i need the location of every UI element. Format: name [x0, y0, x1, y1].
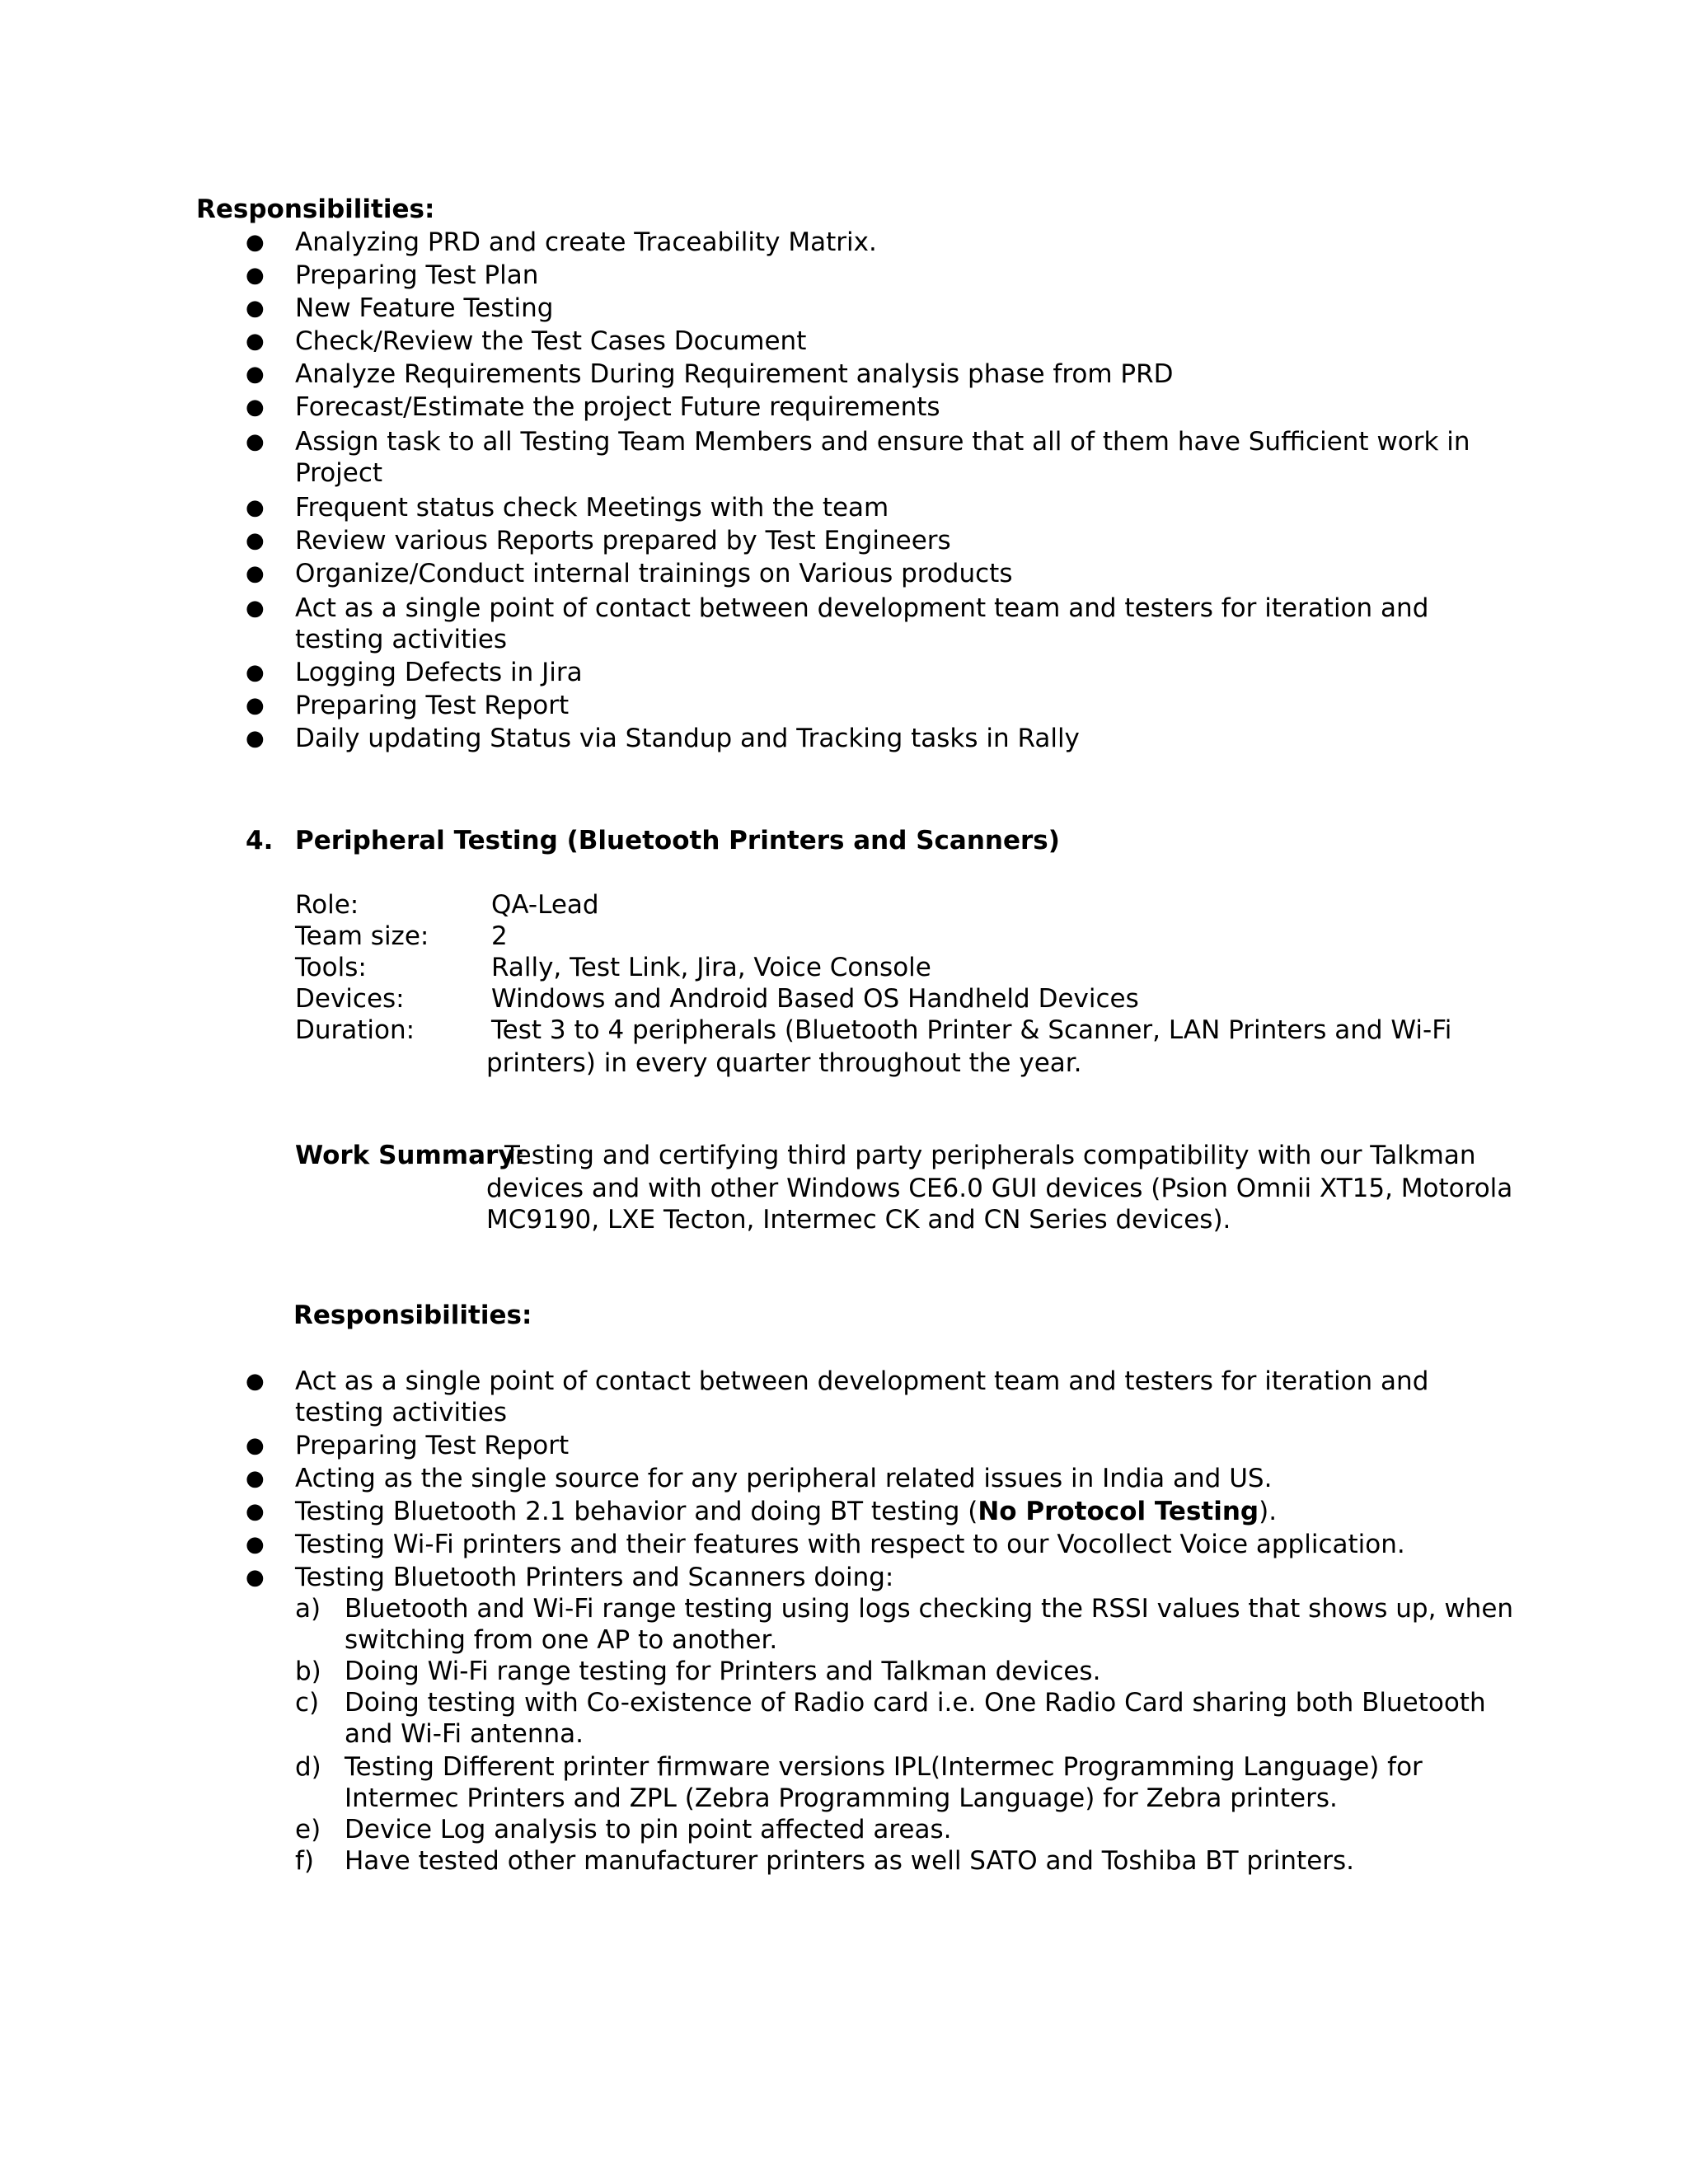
list-item: Acting as the single source for any peripheral related issues in India and US.: [295, 1464, 1273, 1493]
list-item: Daily updating Status via Standup and Tracking tasks in Rally: [295, 724, 1080, 753]
work-summary-line: Testing and certifying third party peripherals compatibility with our Talkman: [504, 1141, 1476, 1170]
sub-item-continuation: Intermec Printers and ZPL (Zebra Programming Language) for Zebra printers.: [345, 1783, 1338, 1813]
bullet-icon: ●: [246, 329, 265, 354]
list-item: Testing Bluetooth Printers and Scanners doing:: [295, 1563, 894, 1592]
detail-value: Rally, Test Link, Jira, Voice Console: [491, 953, 931, 982]
list-item: Act as a single point of contact between development team and testers for iteration and: [295, 1366, 1429, 1396]
detail-label: Devices:: [295, 984, 405, 1014]
bullet-icon: ●: [246, 1565, 265, 1590]
list-item: Check/Review the Test Cases Document: [295, 326, 807, 356]
bullet-icon: ●: [246, 1433, 265, 1458]
sub-item-letter: d): [295, 1752, 321, 1782]
detail-value: QA-Lead: [491, 890, 599, 920]
list-item-continuation: testing activities: [295, 1398, 508, 1427]
sub-item-continuation: and Wi-Fi antenna.: [345, 1719, 584, 1749]
list-item: Preparing Test Plan: [295, 260, 539, 290]
detail-value: Test 3 to 4 peripherals (Bluetooth Printer & Scanner, LAN Printers and Wi-Fi: [491, 1015, 1452, 1045]
responsibilities-heading: Responsibilities:: [196, 194, 435, 224]
detail-label: Role:: [295, 890, 359, 920]
bullet-icon: ●: [246, 1532, 265, 1557]
emphasis-text: No Protocol Testing: [978, 1497, 1259, 1526]
responsibilities-heading: Responsibilities:: [293, 1301, 532, 1330]
sub-item: Testing Different printer firmware versions IPL(Intermec Programming Language) for: [345, 1752, 1423, 1782]
bullet-icon: ●: [246, 296, 265, 321]
list-item: Preparing Test Report: [295, 1431, 570, 1460]
bullet-icon: ●: [246, 495, 265, 520]
bullet-icon: ●: [246, 1369, 265, 1394]
list-item: Logging Defects in Jira: [295, 658, 583, 687]
bullet-icon: ●: [246, 395, 265, 419]
list-item-continuation: testing activities: [295, 625, 508, 654]
list-item: Act as a single point of contact between development team and testers for iteration and: [295, 593, 1429, 623]
sub-item: Doing testing with Co-existence of Radio card i.e. One Radio Card sharing both Bluetooth: [345, 1688, 1486, 1718]
list-item-continuation: Project: [295, 458, 383, 488]
list-item: Preparing Test Report: [295, 691, 570, 720]
list-item: Frequent status check Meetings with the team: [295, 493, 889, 523]
sub-item-letter: e): [295, 1815, 321, 1844]
bullet-icon: ●: [246, 561, 265, 586]
list-item: [295, 1495, 1277, 1528]
sub-item-letter: a): [295, 1594, 321, 1624]
list-item: Forecast/Estimate the project Future requirements: [295, 392, 940, 422]
section-title: Peripheral Testing (Bluetooth Printers and Scanners): [295, 826, 1060, 855]
sub-item-continuation: switching from one AP to another.: [345, 1625, 778, 1655]
work-summary-label: Work Summary:: [295, 1141, 525, 1170]
sub-item: Device Log analysis to pin point affected areas.: [345, 1815, 952, 1844]
sub-item: Have tested other manufacturer printers as well SATO and Toshiba BT printers.: [345, 1846, 1355, 1876]
bullet-icon: ●: [246, 1499, 265, 1524]
sub-item: Doing Wi-Fi range testing for Printers and Talkman devices.: [345, 1657, 1101, 1686]
list-item: Testing Wi-Fi printers and their features with respect to our Vocollect Voice application.: [295, 1530, 1405, 1559]
bullet-icon: ●: [246, 230, 265, 255]
list-item: New Feature Testing: [295, 293, 554, 323]
list-item-text: ).: [1259, 1497, 1278, 1526]
detail-label: Duration:: [295, 1015, 415, 1045]
detail-value: 2: [491, 921, 508, 951]
sub-item-letter: c): [295, 1688, 320, 1718]
sub-item-letter: f): [295, 1846, 315, 1876]
bullet-icon: ●: [246, 596, 265, 621]
bullet-icon: ●: [246, 726, 265, 751]
detail-value-continuation: printers) in every quarter throughout the year.: [486, 1048, 1082, 1078]
work-summary-line: MC9190, LXE Tecton, Intermec CK and CN Series devices).: [486, 1205, 1231, 1235]
list-item: Analyze Requirements During Requirement analysis phase from PRD: [295, 359, 1174, 389]
list-item: Review various Reports prepared by Test Engineers: [295, 526, 951, 555]
bullet-icon: ●: [246, 1466, 265, 1491]
list-item-text: Testing Bluetooth 2.1 behavior and doing BT testing (: [295, 1497, 978, 1526]
bullet-icon: ●: [246, 362, 265, 387]
bullet-icon: ●: [246, 528, 265, 553]
sub-item-letter: b): [295, 1657, 321, 1686]
detail-label: Team size:: [295, 921, 429, 951]
bullet-icon: ●: [246, 429, 265, 454]
list-item: Organize/Conduct internal trainings on Various products: [295, 559, 1013, 588]
bullet-icon: ●: [246, 263, 265, 288]
work-summary-line: devices and with other Windows CE6.0 GUI devices (Psion Omnii XT15, Motorola: [486, 1174, 1513, 1203]
detail-label: Tools:: [295, 953, 367, 982]
list-item: Analyzing PRD and create Traceability Matrix.: [295, 227, 877, 257]
bullet-icon: ●: [246, 660, 265, 685]
detail-value: Windows and Android Based OS Handheld Devices: [491, 984, 1139, 1014]
section-number: 4.: [246, 826, 274, 855]
list-item: Assign task to all Testing Team Members and ensure that all of them have Sufficient work in: [295, 427, 1470, 457]
bullet-icon: ●: [246, 693, 265, 718]
sub-item: Bluetooth and Wi-Fi range testing using logs checking the RSSI values that shows up, when: [345, 1594, 1514, 1624]
